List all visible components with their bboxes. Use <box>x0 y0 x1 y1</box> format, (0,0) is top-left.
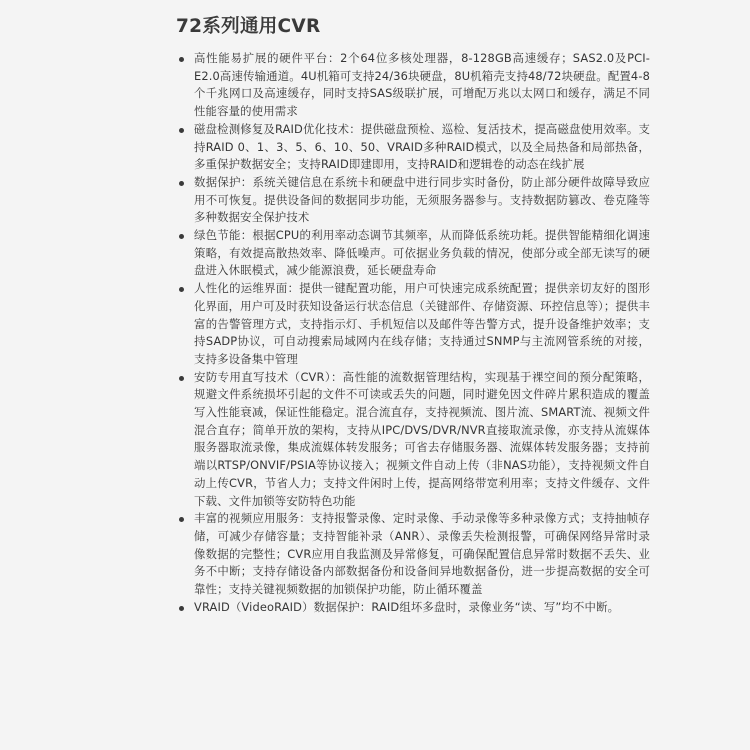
feature-text: 丰富的视频应用服务：支持报警录像、定时录像、手动录像等多种录像方式；支持抽帧存储，可减少存储容量；支持智能补录（ANR）、录像丢失检测报警，可确保网络异常时录像数据的完整性；CVR应用自我监测及异常修复，可确保配置信息异常时数据不丢失、业务不中断；支持存储设备内部数据备份和设备间异地数据备份，进一步提高数据的安全可靠性；支持关键视频数据的加锁保护功能，防止循环覆盖 <box>194 511 650 597</box>
feature-text: 磁盘检测修复及RAID优化技术：提供磁盘预检、巡检、复活技术，提高磁盘使用效率。支持RAID 0、1、3、5、6、10、50、VRAID多种RAID模式，以及全局热备和局部热备，多重保护数据安全；支持RAID即建即用，支持RAID和逻辑卷的动态在线扩展 <box>194 121 650 172</box>
feature-item-green-energy <box>176 227 650 280</box>
feature-text: 绿色节能：根据CPU的利用率动态调节其频率，从而降低系统功耗。提供智能精细化调速策略，有效提高散热效率、降低噪声。可依据业务负载的情况，使部分或全部无读写的硬盘进入休眠模式，减少能源浪费，延长硬盘寿命 <box>194 228 650 278</box>
feature-item-ops-interface <box>176 280 650 369</box>
feature-text: VRAID（VideoRAID）数据保护：RAID组坏多盘时，录像业务“读、写”均不中断。 <box>194 599 620 614</box>
feature-item-vraid <box>176 599 650 617</box>
bullet-icon <box>179 234 184 239</box>
bullet-icon <box>179 57 184 62</box>
feature-item-video-services <box>176 510 650 599</box>
feature-item-raid-optimization <box>176 121 650 174</box>
bullet-icon <box>179 606 184 611</box>
feature-text: 安防专用直写技术（CVR）：高性能的流数据管理结构，实现基于裸空间的预分配策略，规避文件系统损坏引起的文件不可读或丢失的问题，同时避免因文件碎片累积造成的覆盖写入性能衰减，保证性能稳定。混合流直存，支持视频流、图片流、SMART流、视频文件混合直存；简单开放的架构，支持从IPC/DVS/DVR/NVR直接取流录像，亦支持从流媒体服务器取流录像，集成流媒体转发服务；可省去存储服务器、流媒体转发服务器；支持前端以RTSP/ONVIF/PSIA等协议接入；视频文件自动上传（非NAS功能），支持视频文件自动上传CVR，节省人力；支持文件闲时上传，提高网络带宽利用率；支持文件缓存、文件下载、文件加锁等安防特色功能 <box>194 369 650 508</box>
bullet-icon <box>179 181 184 186</box>
feature-text: 数据保护：系统关键信息在系统卡和硬盘中进行同步实时备份，防止部分硬件故障导致应用不可恢复。提供设备间的数据同步功能，无须服务器参与。支持数据防篡改、卷克隆等多种数据安全保护技术 <box>194 174 650 225</box>
bullet-icon <box>179 517 184 522</box>
bullet-icon <box>179 376 184 381</box>
bullet-icon <box>179 287 184 292</box>
bullet-icon <box>179 128 184 133</box>
feature-item-cvr-direct-write <box>176 369 650 511</box>
page-title: 72系列通用CVR <box>176 16 321 37</box>
feature-list <box>176 50 650 617</box>
feature-text: 人性化的运维界面：提供一键配置功能，用户可快速完成系统配置；提供亲切友好的图形化界面，用户可及时获知设备运行状态信息（关键部件、存储资源、环控信息等）；提供丰富的告警管理方式，支持指示灯、手机短信以及邮件等告警方式，提升设备维护效率；支持SADP协议，可自动搜索局域网内在线存储；支持通过SNMP与主流网管系统的对接，支持多设备集中管理 <box>194 281 650 366</box>
feature-item-data-protection <box>176 174 650 227</box>
feature-item-hardware-platform <box>176 50 650 121</box>
feature-text: 高性能易扩展的硬件平台：2个64位多核处理器，8-128GB高速缓存；SAS2.0及PCI-E2.0高速传输通道。4U机箱可支持24/36块硬盘，8U机箱壳支持48/72块硬盘。配置4-8个千兆网口及高速缓存，同时支持SAS级联扩展，可增配万兆以太网口和缓存，满足不同性能容量的使用需求 <box>194 51 650 119</box>
